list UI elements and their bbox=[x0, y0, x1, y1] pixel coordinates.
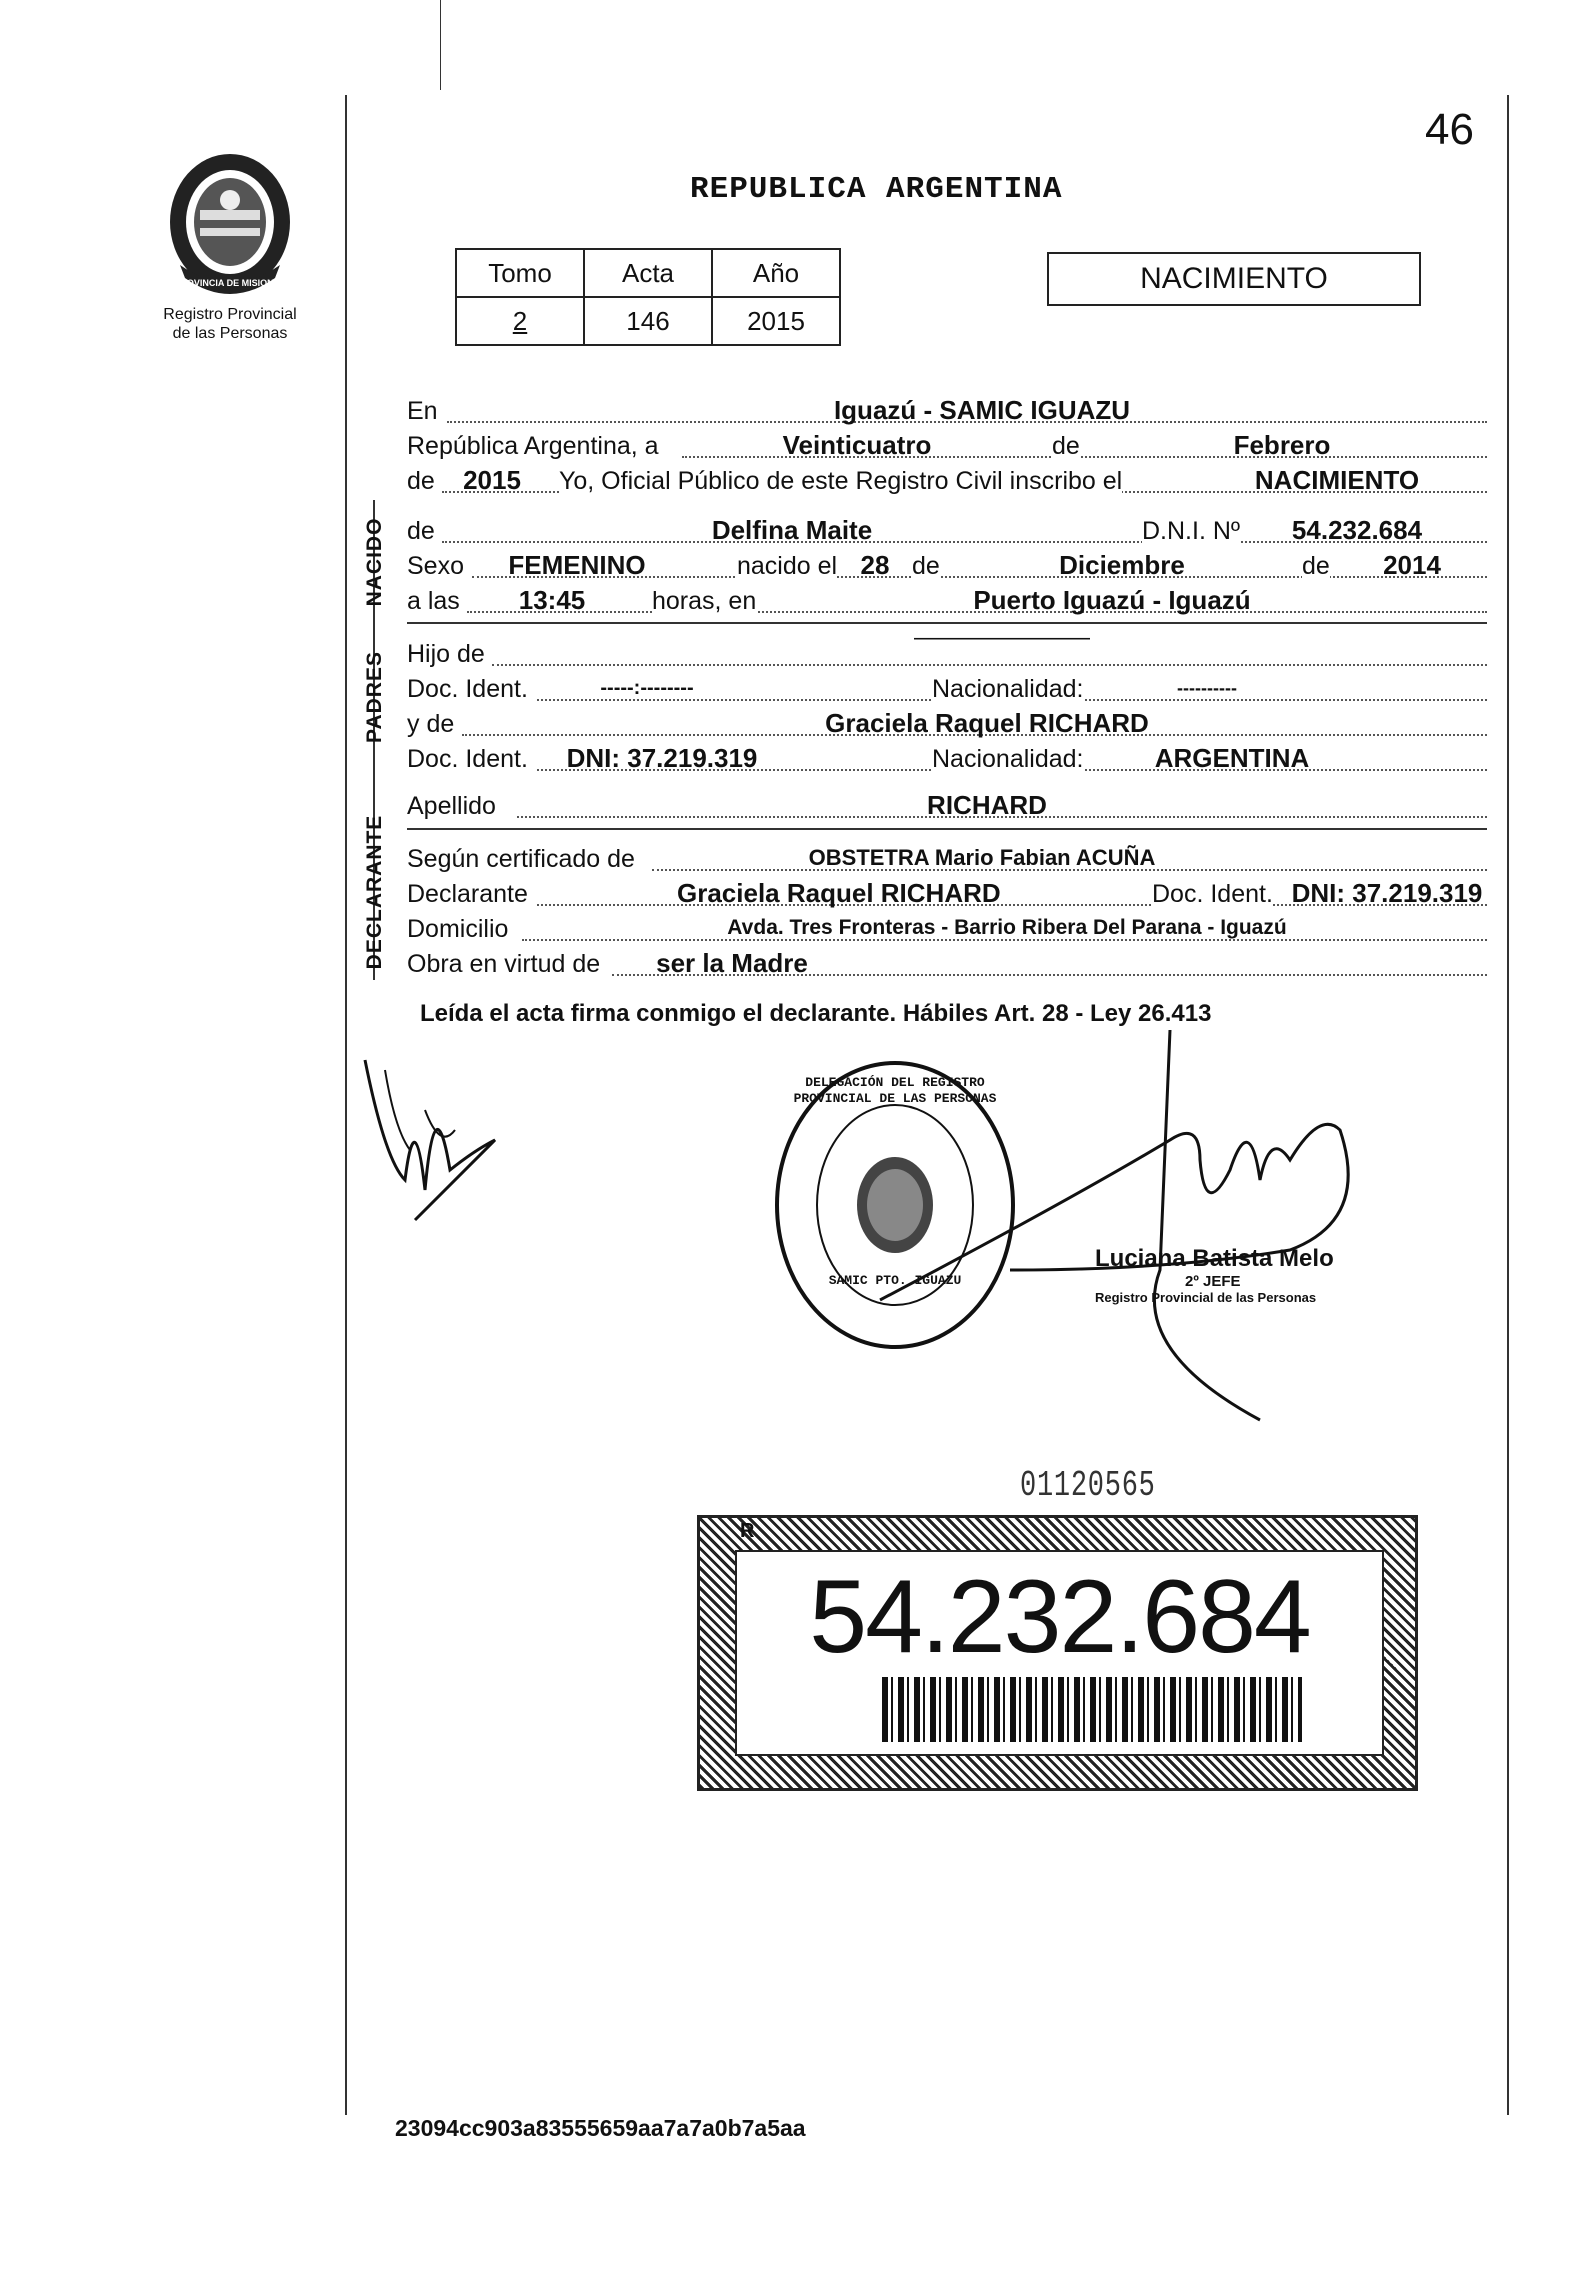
birth-month-value: Diciembre bbox=[1059, 550, 1185, 580]
sticker-number: 54.232.684 bbox=[809, 1559, 1310, 1675]
dni-label: D.N.I. Nº bbox=[1142, 517, 1241, 545]
y-de-label: y de bbox=[407, 710, 455, 738]
birth-place-value: Puerto Iguazú - Iguazú bbox=[973, 585, 1251, 615]
place-value: Iguazú - SAMIC IGUAZU bbox=[833, 395, 1131, 425]
mother-name-value: Graciela Raquel RICHARD bbox=[825, 708, 1149, 738]
hijo-de-label: Hijo de bbox=[407, 640, 485, 668]
logo-caption-line2: de las Personas bbox=[172, 325, 288, 342]
intro-line-2 bbox=[407, 430, 1487, 462]
declarante-section-label: DECLARANTE bbox=[363, 814, 386, 970]
nacido-el-label: nacido el bbox=[737, 552, 838, 580]
month-value: Febrero bbox=[1233, 430, 1331, 460]
certificado-label: Según certificado de bbox=[407, 845, 635, 873]
intro-line-3 bbox=[407, 465, 1487, 497]
sexo-label: Sexo bbox=[407, 552, 464, 580]
dni-value: 54.232.684 bbox=[1291, 515, 1423, 545]
nacido-line-2 bbox=[407, 550, 1487, 582]
document-title: REPUBLICA ARGENTINA bbox=[690, 172, 1063, 207]
padres-section-label: PADRES bbox=[363, 651, 386, 743]
signer-block bbox=[1095, 1245, 1355, 1305]
logo-caption bbox=[140, 305, 320, 343]
dni-sticker bbox=[697, 1515, 1418, 1791]
father-doc-value: -----:-------- bbox=[600, 677, 694, 699]
right-margin-line bbox=[1507, 95, 1509, 2115]
nacido-line-3 bbox=[407, 585, 1487, 617]
inscription-type-value: NACIMIENTO bbox=[1254, 465, 1420, 495]
declarante-line-3 bbox=[407, 913, 1487, 945]
nacido-section-label: NACIDO bbox=[363, 517, 386, 607]
declarante-line-4 bbox=[407, 948, 1487, 980]
domicilio-label: Domicilio bbox=[407, 915, 509, 943]
declarante-doc-value: DNI: 37.219.319 bbox=[1291, 878, 1483, 908]
sticker-inner bbox=[735, 1550, 1384, 1756]
act-type-label: NACIMIENTO bbox=[1140, 262, 1328, 295]
declarante-line-1 bbox=[407, 843, 1487, 875]
mother-doc-label: Doc. Ident. bbox=[407, 745, 528, 773]
child-name-value: Delfina Maite bbox=[711, 515, 873, 545]
intro-line-1 bbox=[407, 395, 1487, 427]
padres-line-2 bbox=[407, 673, 1487, 705]
birth-year-value: 2014 bbox=[1383, 550, 1441, 580]
birth-de-label-1: de bbox=[912, 552, 940, 580]
padres-line-4 bbox=[407, 743, 1487, 775]
apellido-line bbox=[407, 790, 1487, 822]
province-shield-icon bbox=[160, 150, 300, 295]
signer-org: Registro Provincial de las Personas bbox=[1095, 1290, 1317, 1305]
domicilio-value: Avda. Tres Fronteras - Barrio Ribera Del Parana - Iguazú bbox=[727, 916, 1287, 939]
father-nationality-label: Nacionalidad: bbox=[932, 675, 1084, 703]
logo bbox=[160, 150, 300, 295]
birth-time-value: 13:45 bbox=[518, 585, 586, 615]
mother-doc-value: DNI: 37.219.319 bbox=[566, 743, 758, 773]
horas-label: horas, en bbox=[652, 587, 757, 615]
registry-header-tomo: Tomo bbox=[456, 249, 584, 297]
logo-caption-line1: Registro Provincial bbox=[163, 306, 297, 323]
officer-signature-icon bbox=[870, 1020, 1410, 1440]
serial-number: 01120565 bbox=[1020, 1465, 1156, 1506]
sticker-pattern-top bbox=[740, 1520, 1375, 1546]
declarante-label: Declarante bbox=[407, 880, 528, 908]
declarant-signature-icon bbox=[355, 1040, 515, 1240]
closing-text: Leída el acta firma conmigo el declarante. Hábiles Art. 28 - Ley 26.413 bbox=[420, 1000, 1212, 1027]
sticker-pattern-letter: R bbox=[740, 1520, 785, 1542]
seal-text: PROVINCIA DE MISIONES bbox=[174, 278, 286, 288]
document-hash: 23094cc903a83555659aa7a7a0b7a5aa bbox=[395, 2115, 806, 2141]
registry-header-anio: Año bbox=[712, 249, 840, 297]
de-label-2: de bbox=[407, 467, 435, 495]
top-tick-line bbox=[440, 0, 441, 90]
stamp-inner-text: SAMIC PTO. IGUAZU bbox=[828, 1273, 962, 1288]
year-value: 2015 bbox=[463, 465, 521, 495]
padres-line-3 bbox=[407, 708, 1487, 740]
stamp-ring-text: DELEGACIÓN DEL REGISTRO PROVINCIAL DE LAS PERSONAS bbox=[793, 1075, 997, 1106]
left-margin-line bbox=[345, 95, 347, 2115]
father-name-value: ——————————— bbox=[914, 630, 1090, 647]
certificado-value: OBSTETRA Mario Fabian ACUÑA bbox=[808, 845, 1156, 870]
obra-value: ser la Madre bbox=[656, 948, 808, 978]
mother-nationality-value: ARGENTINA bbox=[1154, 743, 1310, 773]
registry-value-tomo: 2 bbox=[456, 297, 584, 345]
mother-nationality-label: Nacionalidad: bbox=[932, 745, 1084, 773]
day-value: Veinticuatro bbox=[782, 430, 932, 460]
birth-day-value: 28 bbox=[860, 550, 890, 580]
apellido-separator bbox=[407, 828, 1487, 830]
declarante-value: Graciela Raquel RICHARD bbox=[677, 878, 1001, 908]
yo-text: Yo, Oficial Público de este Registro Civil inscribo el bbox=[559, 467, 1123, 495]
sexo-value: FEMENINO bbox=[508, 550, 646, 580]
a-las-label: a las bbox=[407, 587, 460, 615]
registry-value-acta: 146 bbox=[584, 297, 712, 345]
registry-value-anio: 2015 bbox=[712, 297, 840, 345]
father-nationality-value: ---------- bbox=[1177, 678, 1237, 698]
en-label: En bbox=[407, 397, 438, 425]
act-type-box bbox=[1047, 252, 1421, 306]
registry-header-acta: Acta bbox=[584, 249, 712, 297]
declarante-doc-label: Doc. Ident. bbox=[1152, 880, 1273, 908]
apellido-value: RICHARD bbox=[927, 790, 1047, 820]
sticker-barcode bbox=[882, 1677, 1302, 1742]
de-label-1: de bbox=[1052, 432, 1080, 460]
signer-title: 2º JEFE bbox=[1185, 1273, 1241, 1290]
birth-de-label-2: de bbox=[1302, 552, 1330, 580]
apellido-label: Apellido bbox=[407, 792, 496, 820]
obra-label: Obra en virtud de bbox=[407, 950, 601, 978]
signer-name: Luciana Batista Melo bbox=[1095, 1245, 1334, 1272]
padres-line-1 bbox=[407, 630, 1487, 670]
declarante-line-2 bbox=[407, 878, 1487, 910]
father-doc-label: Doc. Ident. bbox=[407, 675, 528, 703]
republica-label: República Argentina, a bbox=[407, 432, 659, 460]
nacido-line-1 bbox=[407, 515, 1487, 547]
registry-table bbox=[455, 248, 841, 346]
page-number: 46 bbox=[1425, 105, 1474, 154]
nacido-de-label: de bbox=[407, 517, 435, 545]
